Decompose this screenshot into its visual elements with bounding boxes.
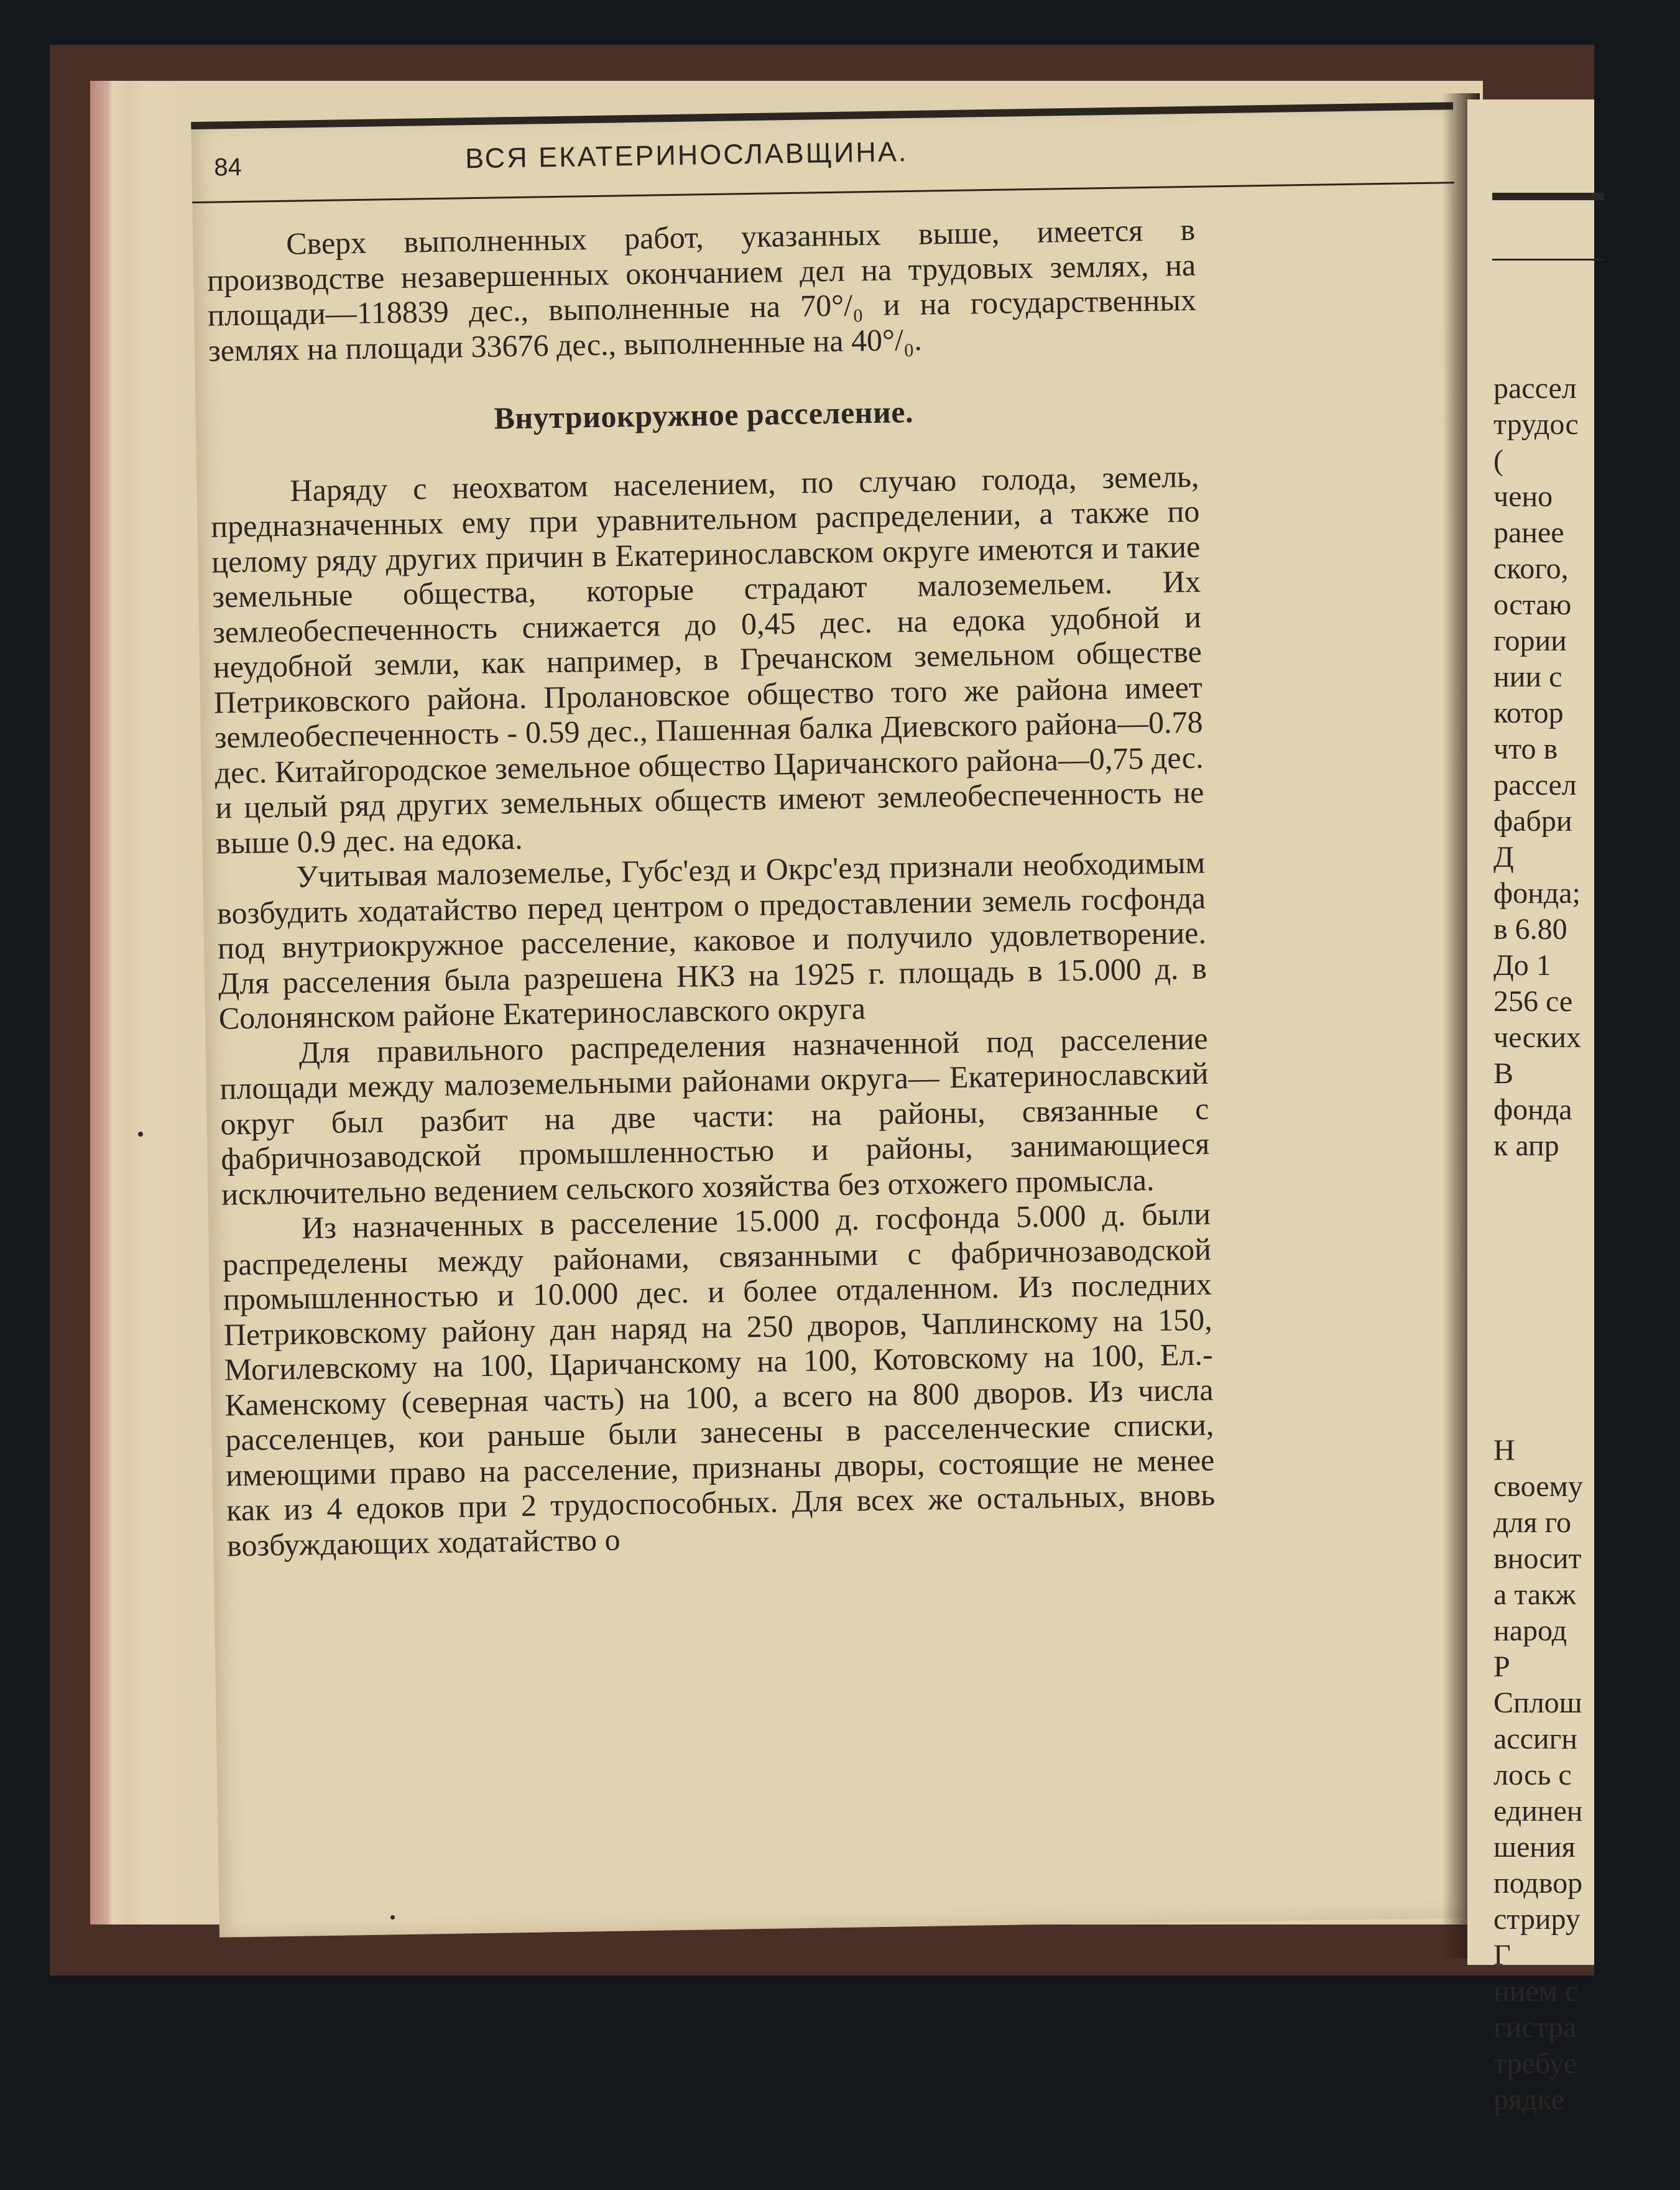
right-page-line: Д	[1493, 841, 1514, 874]
right-page-gap	[1493, 1236, 1680, 1361]
right-page-line: рассел	[1493, 372, 1577, 405]
right-page-line: требуе	[1493, 2047, 1577, 2080]
paragraph-land-shortage: Наряду с неохватом населением, по случаю голода, земель, предназначенных ему при уравнительном распределении, а также по целому ряду других причин в Екатеринославском округе имеются и такие земельные общества, которые страдают малоземельем. Их землеобеспеченность снижается до 0,45 дес. на едока удобной и неудобной земли, как например, в Гречанском земельном обществе Петриковского района. Пролановское общество того же района имеет землеобеспеченность - 0.59 дес., Пашенная балка Диевского района—0.78 дес. Китайгородское земельное общество Царичанского района—0,75 дес. и целый ряд других земельных обществ имеют землеобеспеченность не выше 0.9 дес. на едока.	[210, 458, 1204, 861]
header-rule-thin	[192, 182, 1454, 203]
right-page-line: чено	[1493, 480, 1553, 513]
right-page-line: в 6.80	[1493, 913, 1567, 946]
right-page-line: трудос	[1493, 408, 1579, 441]
right-page-line: для го	[1493, 1506, 1571, 1539]
right-page-line: вносит	[1493, 1542, 1582, 1575]
right-page-line: ческих	[1493, 1021, 1581, 1054]
right-page-line: 256 се	[1493, 985, 1573, 1018]
right-page-line: ранее	[1493, 516, 1564, 549]
right-page-line: стриру	[1493, 1903, 1581, 1936]
section-heading: Внутриокружное расселение.	[494, 394, 914, 436]
right-page-line: а такж	[1493, 1578, 1576, 1611]
right-page-line: Р	[1493, 1650, 1510, 1683]
right-page-line: Г	[1493, 1939, 1511, 1972]
right-page-line: что в	[1493, 732, 1558, 765]
right-header-rule-thin	[1492, 259, 1604, 261]
right-page-line: нием с	[1493, 1975, 1579, 2008]
left-page	[191, 102, 1482, 1938]
right-page-text	[1493, 298, 1680, 2190]
right-page-fragment-group-2	[1493, 1433, 1680, 2118]
paragraph-completed-works: Сверх выполненных работ, указанных выше, имеется в производстве незавершенных окончанием дел на трудовых землях, на площади—118839 дес., выполненные на 70°/₀ и на государственных землях на площади 33676 дес., выполненные на 40°/₀.	[206, 211, 1197, 368]
right-page-line: фонда	[1493, 1093, 1572, 1126]
right-page	[1467, 99, 1594, 2116]
right-page-line: Сплош	[1493, 1686, 1582, 1719]
paragraph-petition: Учитывая малоземелье, Губс'езд и Окрс'езд признали необходимым возбудить ходатайство перед центром о предоставлении земель госфонда под внутриокружное расселение, каковое и получило удовлетворение. Для расселения была разрешена НКЗ на 1925 г. площадь в 15.000 д. в Солонянском районе Екатеринославского округа	[216, 844, 1207, 1036]
paper-speck	[390, 1915, 395, 1920]
right-page-line: (	[1493, 444, 1503, 477]
right-page-line: В	[1493, 1057, 1514, 1090]
paragraph-district-split: Для правильного распределения назначенной под расселение площади между малоземельными районами округа— Екатеринославский округ был разбит на две части: на районы, связанные с фабричнозаводской промышленностью и районы, занимающиеся исключительно ведением сельского хозяйства без отхожего промысла.	[219, 1020, 1210, 1212]
right-page-line: нии с	[1493, 660, 1562, 693]
right-page-line: фонда;	[1493, 877, 1581, 910]
right-page-line: единен	[1493, 1795, 1583, 1827]
right-page-line: Н	[1493, 1434, 1515, 1467]
page-body	[206, 212, 1216, 1563]
page-number: 84	[214, 153, 242, 182]
right-header-rule-thick	[1492, 193, 1604, 200]
right-page-line: котор	[1493, 696, 1564, 729]
right-page-line: гистра	[1493, 2011, 1577, 2044]
right-page-line: шения	[1493, 1831, 1576, 1864]
right-page-fragment-group-1	[1493, 371, 1680, 1164]
paragraph-allocation: Из назначенных в расселение 15.000 д. госфонда 5.000 д. были распределены между районами, связанными с фабричнозаводской промышленностью и 10.000 дес. и более отдаленном. Из последних Петриковскому району дан наряд на 250 дворов, Чаплинскому на 150, Могилевскому на 100, Царичанскому на 100, Котовскому на 100, Ел.-Каменскому (северная часть) на 100, а всего на 800 дворов. Из числа расселенцев, кои раньше были занесены в расселенческие списки, имеющими право на расселение, признаны дворы, состоящие не менее как из 4 едоков при 2 трудоспособных. Для всех же остальных, вновь возбуждающих ходатайство о	[222, 1196, 1216, 1563]
right-page-line: подвор	[1493, 1867, 1583, 1900]
right-page-line: к апр	[1493, 1129, 1559, 1162]
right-page-line: лось с	[1493, 1758, 1572, 1791]
right-page-line: ского,	[1493, 552, 1569, 585]
right-page-line: народ	[1493, 1614, 1567, 1647]
right-page-line: гории	[1493, 624, 1567, 657]
paper-speck	[138, 1132, 143, 1137]
right-page-line: рядке	[1493, 2083, 1564, 2116]
page-header	[191, 102, 1454, 215]
right-page-line: рассел	[1493, 769, 1577, 802]
running-head: ВСЯ ЕКАТЕРИНОСЛАВЩИНА.	[464, 136, 908, 175]
right-page-line: ассигн	[1493, 1722, 1577, 1755]
right-page-line: своему	[1493, 1470, 1583, 1503]
right-page-line: До 1	[1493, 949, 1551, 982]
right-page-line: фабри	[1493, 805, 1572, 838]
right-page-line: остаю	[1493, 588, 1572, 621]
